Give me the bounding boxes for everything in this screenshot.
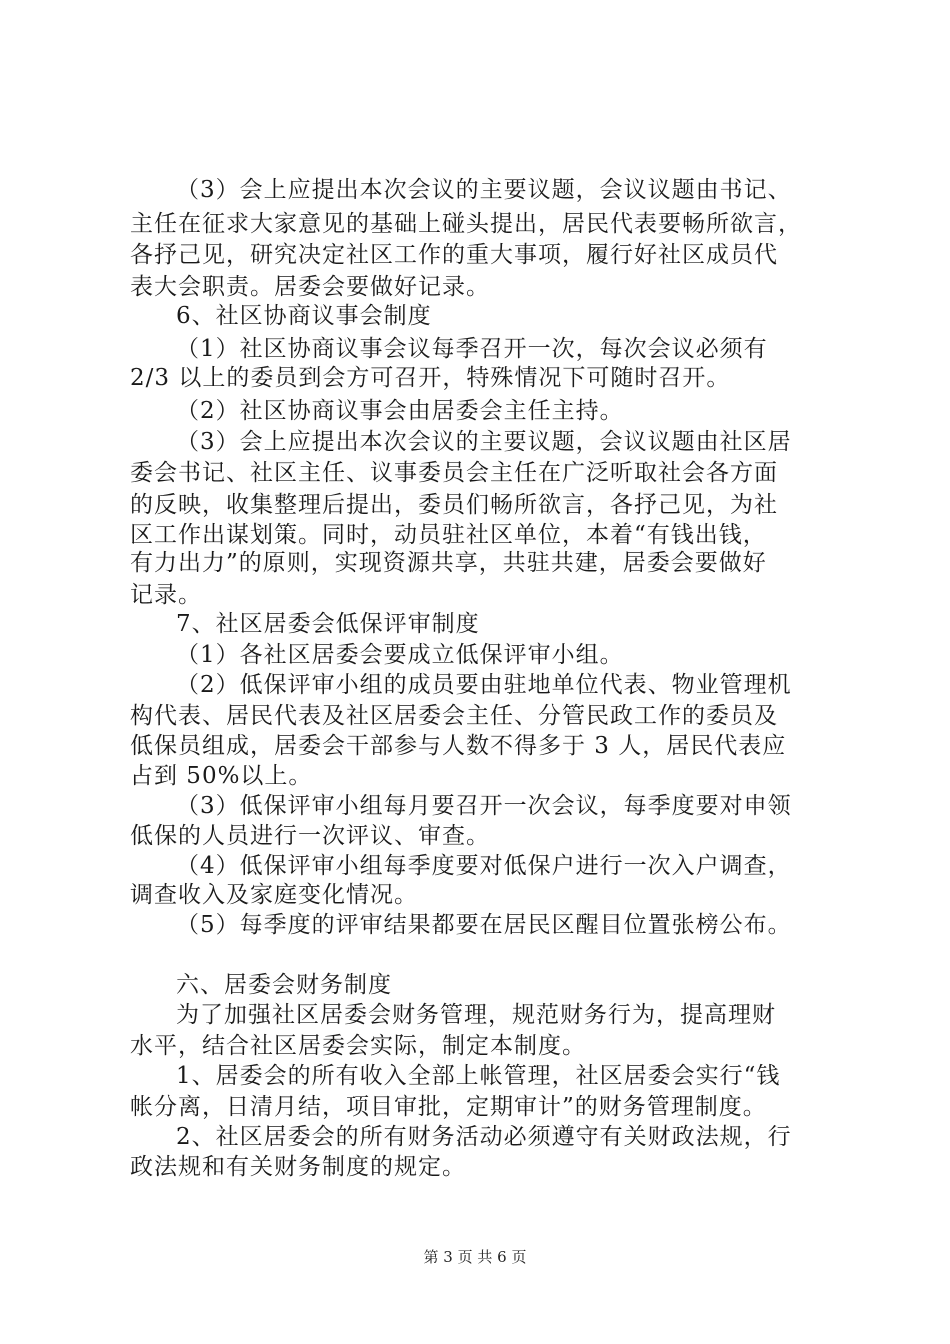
text-line: （1）各社区居委会要成立低保评审小组。 [176, 642, 624, 668]
text-line: 2/3 以上的委员到会方可召开，特殊情况下可随时召开。 [130, 365, 731, 391]
text-line: （1）社区协商议事会议每季召开一次，每次会议必须有 [176, 336, 768, 362]
text-line: 构代表、居民代表及社区居委会主任、分管民政工作的委员及 [130, 703, 778, 729]
text-line: 占到 50%以上。 [130, 763, 313, 789]
section-heading: 7、社区居委会低保评审制度 [176, 611, 480, 637]
section-heading: 六、居委会财务制度 [176, 972, 392, 998]
text-line: （5）每季度的评审结果都要在居民区醒目位置张榜公布。 [176, 912, 792, 938]
text-line: 为了加强社区居委会财务管理，规范财务行为，提高理财 [176, 1002, 776, 1028]
text-line: 的反映，收集整理后提出，委员们畅所欲言，各抒己见，为社 [130, 492, 778, 518]
text-line: （3）会上应提出本次会议的主要议题，会议议题由社区居 [176, 429, 792, 455]
page-footer [0, 1247, 950, 1267]
text-line: （2）低保评审小组的成员要由驻地单位代表、物业管理机 [176, 672, 792, 698]
text-line: 调查收入及家庭变化情况。 [130, 882, 418, 908]
text-line: 水平，结合社区居委会实际，制定本制度。 [130, 1033, 586, 1059]
text-line: 表大会职责。居委会要做好记录。 [130, 274, 490, 300]
text-line: 区工作出谋划策。同时，动员驻社区单位，本着“有钱出钱， [130, 522, 767, 548]
text-line: 2、社区居委会的所有财务活动必须遵守有关财政法规，行 [176, 1124, 792, 1150]
text-line: 1、居委会的所有收入全部上帐管理，社区居委会实行“钱 [176, 1063, 781, 1089]
section-heading: 6、社区协商议事会制度 [176, 303, 432, 329]
text-line: 有力出力”的原则，实现资源共享，共驻共建，居委会要做好 [130, 550, 767, 576]
text-line: 政法规和有关财务制度的规定。 [130, 1154, 466, 1180]
text-line: （2）社区协商议事会由居委会主任主持。 [176, 398, 624, 424]
page-number-label: 第 3 页 共 6 页 [423, 1248, 527, 1266]
text-line: 低保员组成，居委会干部参与人数不得多于 3 人，居民代表应 [130, 733, 787, 759]
text-line: 各抒己见，研究决定社区工作的重大事项，履行好社区成员代 [130, 242, 778, 268]
text-line: （4）低保评审小组每季度要对低保户进行一次入户调查， [176, 853, 792, 879]
text-line: （3）会上应提出本次会议的主要议题，会议议题由书记、 [176, 177, 792, 203]
text-line: （3）低保评审小组每月要召开一次会议，每季度要对申领 [176, 793, 792, 819]
text-line: 记录。 [130, 582, 202, 608]
text-line: 低保的人员进行一次评议、审查。 [130, 823, 490, 849]
text-line: 帐分离，日清月结，项目审批，定期审计”的财务管理制度。 [130, 1094, 767, 1120]
text-line: 主任在征求大家意见的基础上碰头提出，居民代表要畅所欲言， [130, 211, 802, 237]
text-line: 委会书记、社区主任、议事委员会主任在广泛听取社会各方面 [130, 460, 778, 486]
